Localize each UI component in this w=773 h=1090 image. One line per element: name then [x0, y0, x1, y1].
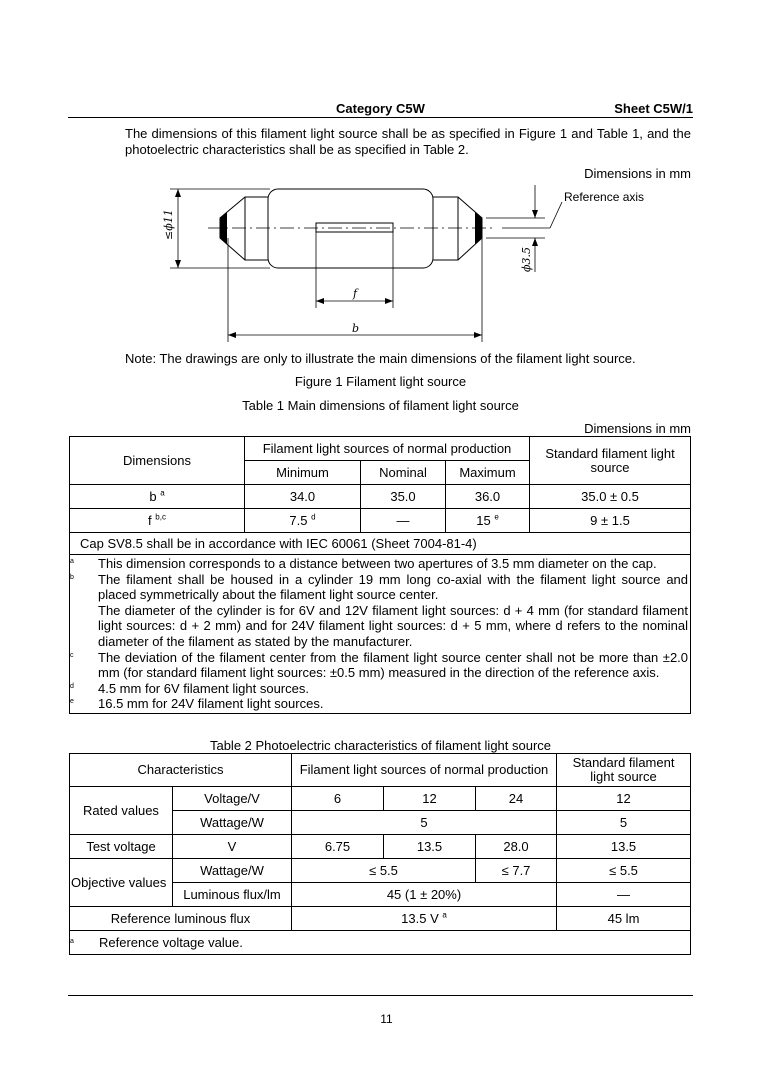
cap-diameter-label: ϕ3.5 — [520, 247, 533, 272]
flux-label: Luminous flux/lm — [173, 883, 292, 907]
test-voltage-std: 13.5 — [557, 835, 691, 859]
table-row — [70, 835, 691, 859]
test-voltage-unit: V — [173, 835, 292, 859]
voltage-12: 12 — [384, 787, 476, 811]
category-label: Category C5W — [336, 101, 425, 116]
table1-caption: Table 1 Main dimensions of filament light source — [242, 398, 519, 413]
obj-wattage-6-12: ≤ 5.5 — [292, 859, 476, 883]
footer-rule — [68, 995, 693, 996]
figure-note: Note: The drawings are only to illustrate the main dimensions of the filament light source. — [125, 351, 636, 366]
table-row — [70, 787, 691, 811]
table1-units: Dimensions in mm — [584, 421, 691, 436]
voltage-std: 12 — [557, 787, 691, 811]
obj-wattage-label: Wattage/W — [173, 859, 292, 883]
footnote: e 16.5 mm for 24V filament light sources. — [70, 696, 324, 712]
dimension-nom: — — [361, 509, 446, 533]
footnote: The diameter of the cylinder is for 6V and 12V filament light sources: d + 4 mm (for standard filament light sources: d + 2 mm) and for 24V filament light sources: d + 5 mm, where d refers to the nominal diameter of the filament as stated by the manufacturer. — [98, 602, 689, 649]
table2-header-normal: Filament light sources of normal production — [292, 754, 557, 787]
footnote: d 4.5 mm for 6V filament light sources. — [70, 680, 309, 696]
ref-flux-std: 45 lm — [557, 907, 691, 931]
table1-header-dimensions: Dimensions — [70, 437, 245, 485]
table2-caption: Table 2 Photoelectric characteristics of filament light source — [209, 738, 552, 753]
wattage-label: Wattage/W — [173, 811, 292, 835]
dimension-max: 15 $^e$ — [446, 509, 530, 533]
page-number: 11 — [380, 1012, 393, 1026]
footnote: a This dimension corresponds to a distance between two apertures of 3.5 mm diameter on the cap. — [70, 556, 657, 571]
table1 — [69, 436, 691, 714]
flux-normal: 45 (1 ± 20%) — [292, 883, 557, 907]
intro-text: The dimensions of this filament light source shall be as specified in Figure 1 and Table 1, and the photoelectric characteristics shall be as specified in Table 2. — [125, 126, 691, 157]
wattage-normal: 5 — [292, 811, 557, 835]
sheet-label: Sheet C5W/1 — [614, 101, 693, 116]
footnote: b The filament shall be housed in a cylinder 19 mm long co-axial with the filament light source and placed symmetrically about the filament light source center. — [70, 571, 689, 603]
reference-axis-label: Reference axis — [564, 190, 645, 204]
test-voltage-label: Test voltage — [70, 835, 173, 859]
table1-footnotes — [70, 555, 691, 714]
table-row — [70, 907, 691, 931]
diameter-label: ≤ϕ11 — [162, 209, 175, 240]
figure-caption: Figure 1 Filament light source — [294, 374, 467, 389]
obj-wattage-24: ≤ 7.7 — [476, 859, 557, 883]
dimension-name: f $^{b,c}$ — [70, 509, 245, 533]
filament-drawing — [150, 180, 660, 350]
flux-std: — — [557, 883, 691, 907]
ref-flux-normal: 13.5 V $^a$ — [292, 907, 557, 931]
table1-header-normal: Filament light sources of normal production — [245, 437, 530, 461]
dimension-name: b $^a$ — [70, 485, 245, 509]
voltage-label: Voltage/V — [173, 787, 292, 811]
table-row — [70, 485, 691, 509]
wattage-std: 5 — [557, 811, 691, 835]
voltage-6: 6 — [292, 787, 384, 811]
table2-footnote: a Reference voltage value. — [70, 931, 691, 955]
table1-header-standard: Standard filament light source — [530, 437, 691, 485]
table1-header-max: Maximum — [446, 461, 530, 485]
table-row — [70, 859, 691, 883]
dimension-min: 34.0 — [245, 485, 361, 509]
figure-units: Dimensions in mm — [584, 166, 691, 181]
obj-wattage-std: ≤ 5.5 — [557, 859, 691, 883]
dimension-nom: 35.0 — [361, 485, 446, 509]
f-label: f — [353, 287, 358, 300]
rated-values-label: Rated values — [70, 787, 173, 835]
table2 — [69, 753, 691, 955]
objective-values-label: Objective values — [70, 859, 173, 907]
voltage-24: 24 — [476, 787, 557, 811]
dimension-std: 9 ± 1.5 — [530, 509, 691, 533]
cap-note: Cap SV8.5 shall be in accordance with IEC 60061 (Sheet 7004-81-4) — [70, 533, 691, 555]
dimension-max: 36.0 — [446, 485, 530, 509]
ref-flux-label: Reference luminous flux — [70, 907, 292, 931]
table1-header-min: Minimum — [245, 461, 361, 485]
dimension-std: 35.0 ± 0.5 — [530, 485, 691, 509]
test-voltage-6: 6.75 — [292, 835, 384, 859]
table2-header-standard: Standard filament light source — [557, 754, 691, 787]
header-rule — [68, 117, 693, 118]
dimension-min: 7.5 $^d$ — [245, 509, 361, 533]
b-label: b — [352, 322, 360, 335]
table-row — [70, 509, 691, 533]
table2-header-char: Characteristics — [70, 754, 292, 787]
footnote: c The deviation of the filament center from the filament light source center shall not be more than ±2.0 mm (for standard filament light sources: ±0.5 mm) measured in the direction of the reference axis. — [70, 649, 689, 681]
test-voltage-24: 28.0 — [476, 835, 557, 859]
test-voltage-12: 13.5 — [384, 835, 476, 859]
table1-header-nom: Nominal — [361, 461, 446, 485]
